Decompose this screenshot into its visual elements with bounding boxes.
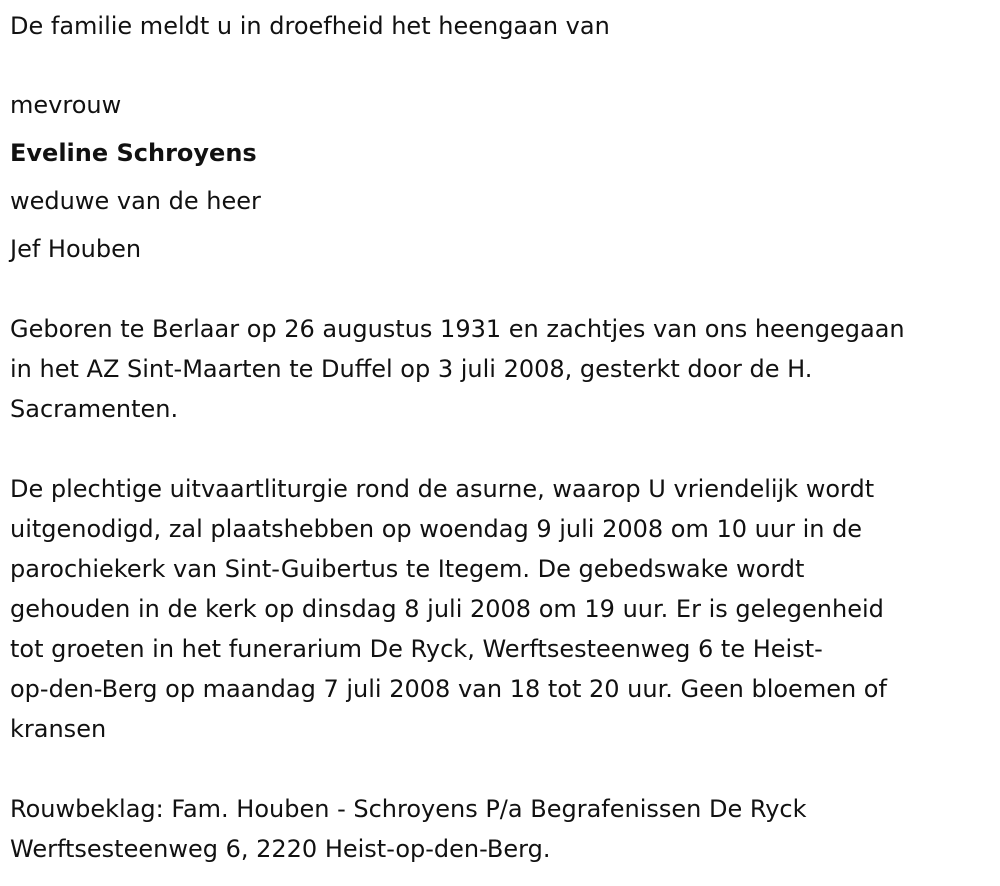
paragraph-line: Geboren te Berlaar op 26 augustus 1931 en zachtjes van ons heengegaan	[10, 315, 905, 343]
spouse-name: Jef Houben	[10, 235, 142, 263]
paragraph-line: gehouden in de kerk op dinsdag 8 juli 2008 om 19 uur. Er is gelegenheid	[10, 595, 884, 623]
paragraph-line: Werftsesteenweg 6, 2220 Heist-op-den-Berg.	[10, 835, 551, 863]
paragraph-line: op-den-Berg op maandag 7 juli 2008 van 18 tot 20 uur. Geen bloemen of	[10, 675, 887, 703]
funeral-paragraph	[10, 469, 905, 749]
paragraph-line: in het AZ Sint-Maarten te Duffel op 3 juli 2008, gesterkt door de H.	[10, 355, 813, 383]
paragraph-line: Rouwbeklag: Fam. Houben - Schroyens P/a Begrafenissen De Ryck	[10, 795, 807, 823]
obituary-document	[10, 6, 905, 869]
deceased-name: Eveline Schroyens	[10, 139, 257, 167]
name-block	[10, 81, 905, 273]
condolence-address-paragraph	[10, 789, 905, 869]
paragraph-line: tot groeten in het funerarium De Ryck, Werftsesteenweg 6 te Heist-	[10, 635, 823, 663]
paragraph-line: De plechtige uitvaartliturgie rond de asurne, waarop U vriendelijk wordt	[10, 475, 875, 503]
paragraph-line: parochiekerk van Sint-Guibertus te Itegem. De gebedswake wordt	[10, 555, 805, 583]
relation-text: weduwe van de heer	[10, 187, 261, 215]
birth-death-paragraph	[10, 309, 905, 429]
paragraph-line: uitgenodigd, zal plaatshebben op woendag 9 juli 2008 om 10 uur in de	[10, 515, 863, 543]
title-prefix: mevrouw	[10, 91, 122, 119]
intro-text: De familie meldt u in droefheid het heengaan van	[10, 12, 610, 40]
paragraph-line: kransen	[10, 715, 107, 743]
paragraph-line: Sacramenten.	[10, 395, 179, 423]
